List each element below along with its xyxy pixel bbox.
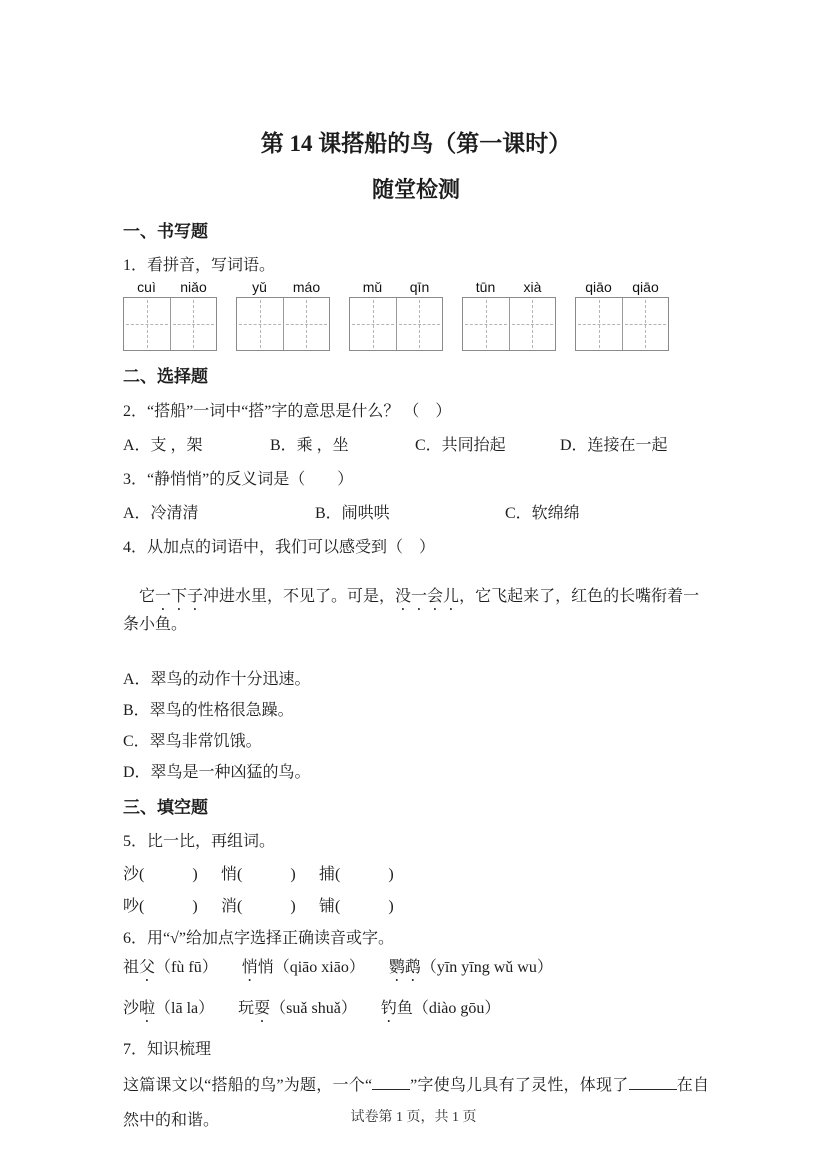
- q4-option-b: B．翠鸟的性格很急躁。: [123, 702, 294, 719]
- grid-group-5: [575, 277, 669, 351]
- q3-option-c: C．软绵绵: [505, 505, 580, 522]
- q3-stem: 3．“静悄悄”的反义词是（ ）: [123, 471, 354, 488]
- emphasized-char: 悄: [241, 959, 258, 976]
- pinyin-labels: [462, 277, 556, 297]
- pinyin-labels: [236, 277, 330, 297]
- pinyin-syllable: qiāo: [585, 279, 612, 295]
- grid-cell: [170, 298, 217, 350]
- section-heading-fill: 三、填空题: [123, 798, 208, 817]
- emphasized-word: 没一会儿: [395, 588, 460, 605]
- page-footer: 试卷第 1 页，共 1 页: [350, 1110, 477, 1125]
- word-part: 鱼（diào gōu）: [396, 1000, 501, 1017]
- word-blank: 吵( ): [123, 898, 198, 915]
- word-part: 悄（qiāo xiāo）: [257, 959, 365, 976]
- pinyin-syllable: tūn: [475, 279, 496, 295]
- q4-option-a: A．翠鸟的动作十分迅速。: [123, 671, 311, 688]
- pronunciation-choice: [123, 957, 218, 985]
- paragraph-part: 在自然中的和谐。: [123, 1077, 709, 1129]
- grid-group-4: [462, 277, 556, 351]
- paragraph-part: 这篇课文以“搭船的鸟”为题，一个“: [123, 1077, 373, 1094]
- pinyin-syllable: qiāo: [632, 279, 659, 295]
- section-heading-choice: 二、选择题: [123, 367, 208, 386]
- emphasized-char: 鹦鹉: [388, 959, 421, 976]
- q4-sentence: [123, 565, 709, 656]
- q4-option-c: C．翠鸟非常饥饿。: [123, 733, 262, 750]
- q2-option-a: A．支 ，架: [123, 437, 203, 454]
- grid-group-2: [236, 277, 330, 351]
- word-blank: 沙( ): [123, 866, 198, 883]
- sentence-part: 它: [139, 588, 156, 605]
- grid-cell: [463, 298, 509, 350]
- word-part: （fù fū）: [155, 959, 218, 976]
- grid-cell: [124, 298, 170, 350]
- word-part: 祖: [123, 959, 140, 976]
- emphasized-char: 啦: [139, 1000, 156, 1017]
- q3-option-a: A．冷清清: [123, 505, 199, 522]
- grid-cell: [509, 298, 556, 350]
- emphasized-char: 父: [139, 959, 156, 976]
- word-part: （suǎ shuǎ）: [270, 1000, 357, 1017]
- writing-box: [575, 297, 669, 351]
- section-heading-writing: 一、书写题: [123, 222, 208, 241]
- q2-option-b: B．乘 ，坐: [270, 437, 349, 454]
- pronunciation-choice: [238, 998, 357, 1026]
- pronunciation-choice: [381, 998, 501, 1026]
- word-blank: 铺( ): [319, 898, 394, 915]
- pinyin-syllable: xià: [523, 279, 542, 295]
- q2-options: [123, 435, 709, 456]
- q6-row-2: [123, 998, 709, 1026]
- word-part: 沙: [123, 1000, 140, 1017]
- q5-row-2: [123, 896, 709, 917]
- grid-cell: [350, 298, 396, 350]
- q4-option-d: D．翠鸟是一种凶猛的鸟。: [123, 764, 311, 781]
- q4-stem: 4．从加点的词语中，我们可以感受到（ ）: [123, 539, 436, 556]
- page-title: 第 14 课搭船的鸟（第一课时）: [260, 131, 572, 156]
- emphasized-char: 钓: [380, 1000, 397, 1017]
- grid-cell: [622, 298, 669, 350]
- q6-stem: 6．用“√”给加点字选择正确读音或字。: [123, 930, 394, 947]
- paragraph-part: ”字使鸟儿具有了灵性，体现了: [410, 1077, 629, 1094]
- page-subtitle: 随堂检测: [371, 177, 460, 202]
- blank-line: [629, 1074, 677, 1090]
- pinyin-syllable: cuì: [137, 279, 156, 295]
- pinyin-writing-grid: [123, 277, 709, 351]
- pronunciation-choice: [242, 957, 365, 985]
- grid-cell: [396, 298, 443, 350]
- word-blank: 捕( ): [319, 866, 394, 883]
- writing-box: [462, 297, 556, 351]
- pronunciation-choice: [389, 957, 553, 985]
- pinyin-syllable: qīn: [409, 279, 430, 295]
- emphasized-word: 一下子: [155, 588, 204, 605]
- q5-row-1: [123, 864, 709, 885]
- emphasized-char: 耍: [254, 1000, 271, 1017]
- q7-paragraph: [123, 1068, 709, 1138]
- grid-cell: [576, 298, 622, 350]
- q3-option-b: B．闹哄哄: [315, 505, 390, 522]
- q3-options: [123, 503, 709, 524]
- writing-box: [236, 297, 330, 351]
- q5-stem: 5．比一比，再组词。: [123, 833, 276, 850]
- pinyin-syllable: niǎo: [180, 279, 207, 295]
- grid-group-1: [123, 277, 217, 351]
- grid-cell: [283, 298, 330, 350]
- pinyin-syllable: mǔ: [362, 279, 383, 295]
- pinyin-labels: [349, 277, 443, 297]
- grid-group-3: [349, 277, 443, 351]
- word-blank: 消( ): [221, 898, 296, 915]
- q1-stem: 1．看拼音，写词语。: [123, 257, 276, 274]
- writing-box: [349, 297, 443, 351]
- word-blank: 悄( ): [221, 866, 296, 883]
- q2-stem: 2．“搭船”一词中“搭”字的意思是什么？ （ ）: [123, 403, 452, 420]
- pinyin-syllable: yǔ: [252, 279, 267, 295]
- pinyin-syllable: máo: [292, 279, 321, 295]
- writing-box: [123, 297, 217, 351]
- word-part: （yīn yīng wǔ wu）: [420, 959, 553, 976]
- grid-cell: [237, 298, 283, 350]
- q2-option-c: C．共同抬起: [415, 437, 506, 454]
- word-part: 玩: [238, 1000, 255, 1017]
- q7-stem: 7．知识梳理: [123, 1041, 212, 1058]
- word-part: （lā la）: [155, 1000, 215, 1017]
- blank-line: [372, 1074, 410, 1090]
- sentence-part: ，它飞起来了，红色的长嘴衔着一条小鱼。: [123, 588, 700, 633]
- q2-option-d: D．连接在一起: [560, 437, 668, 454]
- pinyin-labels: [123, 277, 217, 297]
- pronunciation-choice: [123, 998, 214, 1026]
- sentence-part: 冲进水里，不见了。可是，: [203, 588, 396, 605]
- q6-row-1: [123, 957, 709, 985]
- pinyin-labels: [575, 277, 669, 297]
